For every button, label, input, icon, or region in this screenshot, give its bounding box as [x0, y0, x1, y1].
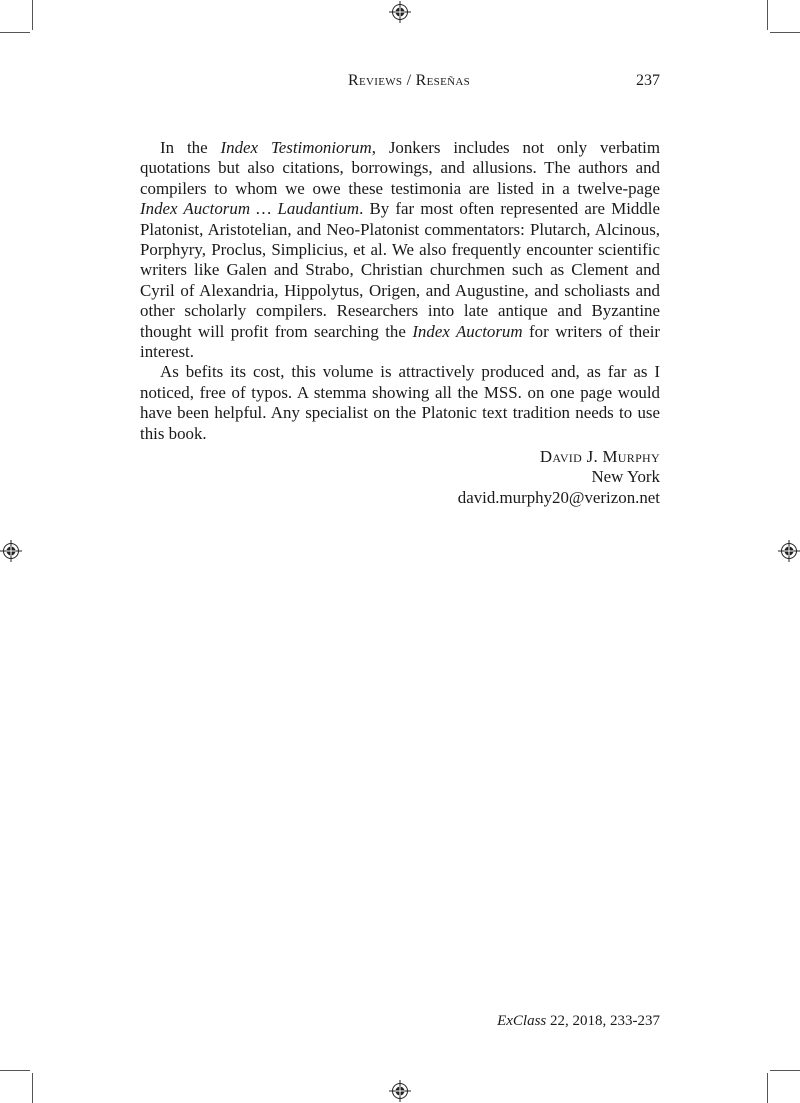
- journal-citation: [140, 1013, 660, 1030]
- registration-mark-bottom-icon: [389, 1080, 411, 1102]
- journal-name: ExClass: [497, 1013, 547, 1029]
- crop-mark-bottom-left: [32, 1073, 33, 1103]
- text-run: . By far most often represented are Middle Platonist, Aristotelian, and Neo-Platonist commentators: Plutarch, Alcinous, Porphyry, Proclus, Simplicius, et al. We also frequently encounter scientific writers like Galen and Strabo, Christian churchmen such as Clement and Cyril of Alexandria, Hippolytus, Origen, and Augustine, and scholiasts and other scholarly compilers. Researchers into late antique and Byzantine thought will profit from searching the: [140, 199, 660, 341]
- italic-title: Index Testimoniorum: [220, 138, 372, 157]
- running-header: [140, 72, 660, 94]
- review-body: [140, 138, 660, 444]
- signature-block: [140, 447, 660, 508]
- text-run: In the: [160, 138, 221, 157]
- crop-mark-top-left: [32, 0, 33, 30]
- crop-mark-top-left-h: [0, 32, 30, 33]
- author-name: David J. Murphy: [539, 447, 660, 466]
- crop-mark-bottom-right: [767, 1073, 768, 1103]
- italic-title: Index Auctorum: [412, 321, 523, 341]
- crop-mark-bottom-right-h: [770, 1070, 800, 1071]
- crop-mark-top-right: [767, 0, 768, 30]
- author-email[interactable]: david.murphy20@verizon.net: [457, 487, 660, 507]
- registration-mark-top-icon: [389, 1, 411, 23]
- italic-title: Index Auctorum … Laudantium: [140, 199, 360, 219]
- registration-mark-right-icon: [778, 540, 800, 562]
- crop-mark-bottom-left-h: [0, 1070, 30, 1071]
- citation-details: 22, 2018, 233-237: [546, 1013, 660, 1029]
- author-city: New York: [591, 467, 660, 487]
- running-title: Reviews / Reseñas: [348, 72, 470, 89]
- page-number: 237: [636, 72, 660, 89]
- crop-mark-top-right-h: [770, 32, 800, 33]
- paragraph-1: [140, 138, 660, 362]
- text-run: , Jonkers includes not only verbatim quotations but also citations, borrowings, and allusions. The authors and compilers to whom we owe these testimonia are listed in a twelve-page: [140, 138, 661, 198]
- registration-mark-left-icon: [0, 540, 22, 562]
- paragraph-2: As befits its cost, this volume is attractively produced and, as far as I noticed, free of typos. A stemma showing all the MSS. on one page would have been helpful. Any specialist on the Platonic text tradition needs to use this book.: [140, 362, 660, 443]
- text-run: for writers of their interest.: [140, 321, 661, 362]
